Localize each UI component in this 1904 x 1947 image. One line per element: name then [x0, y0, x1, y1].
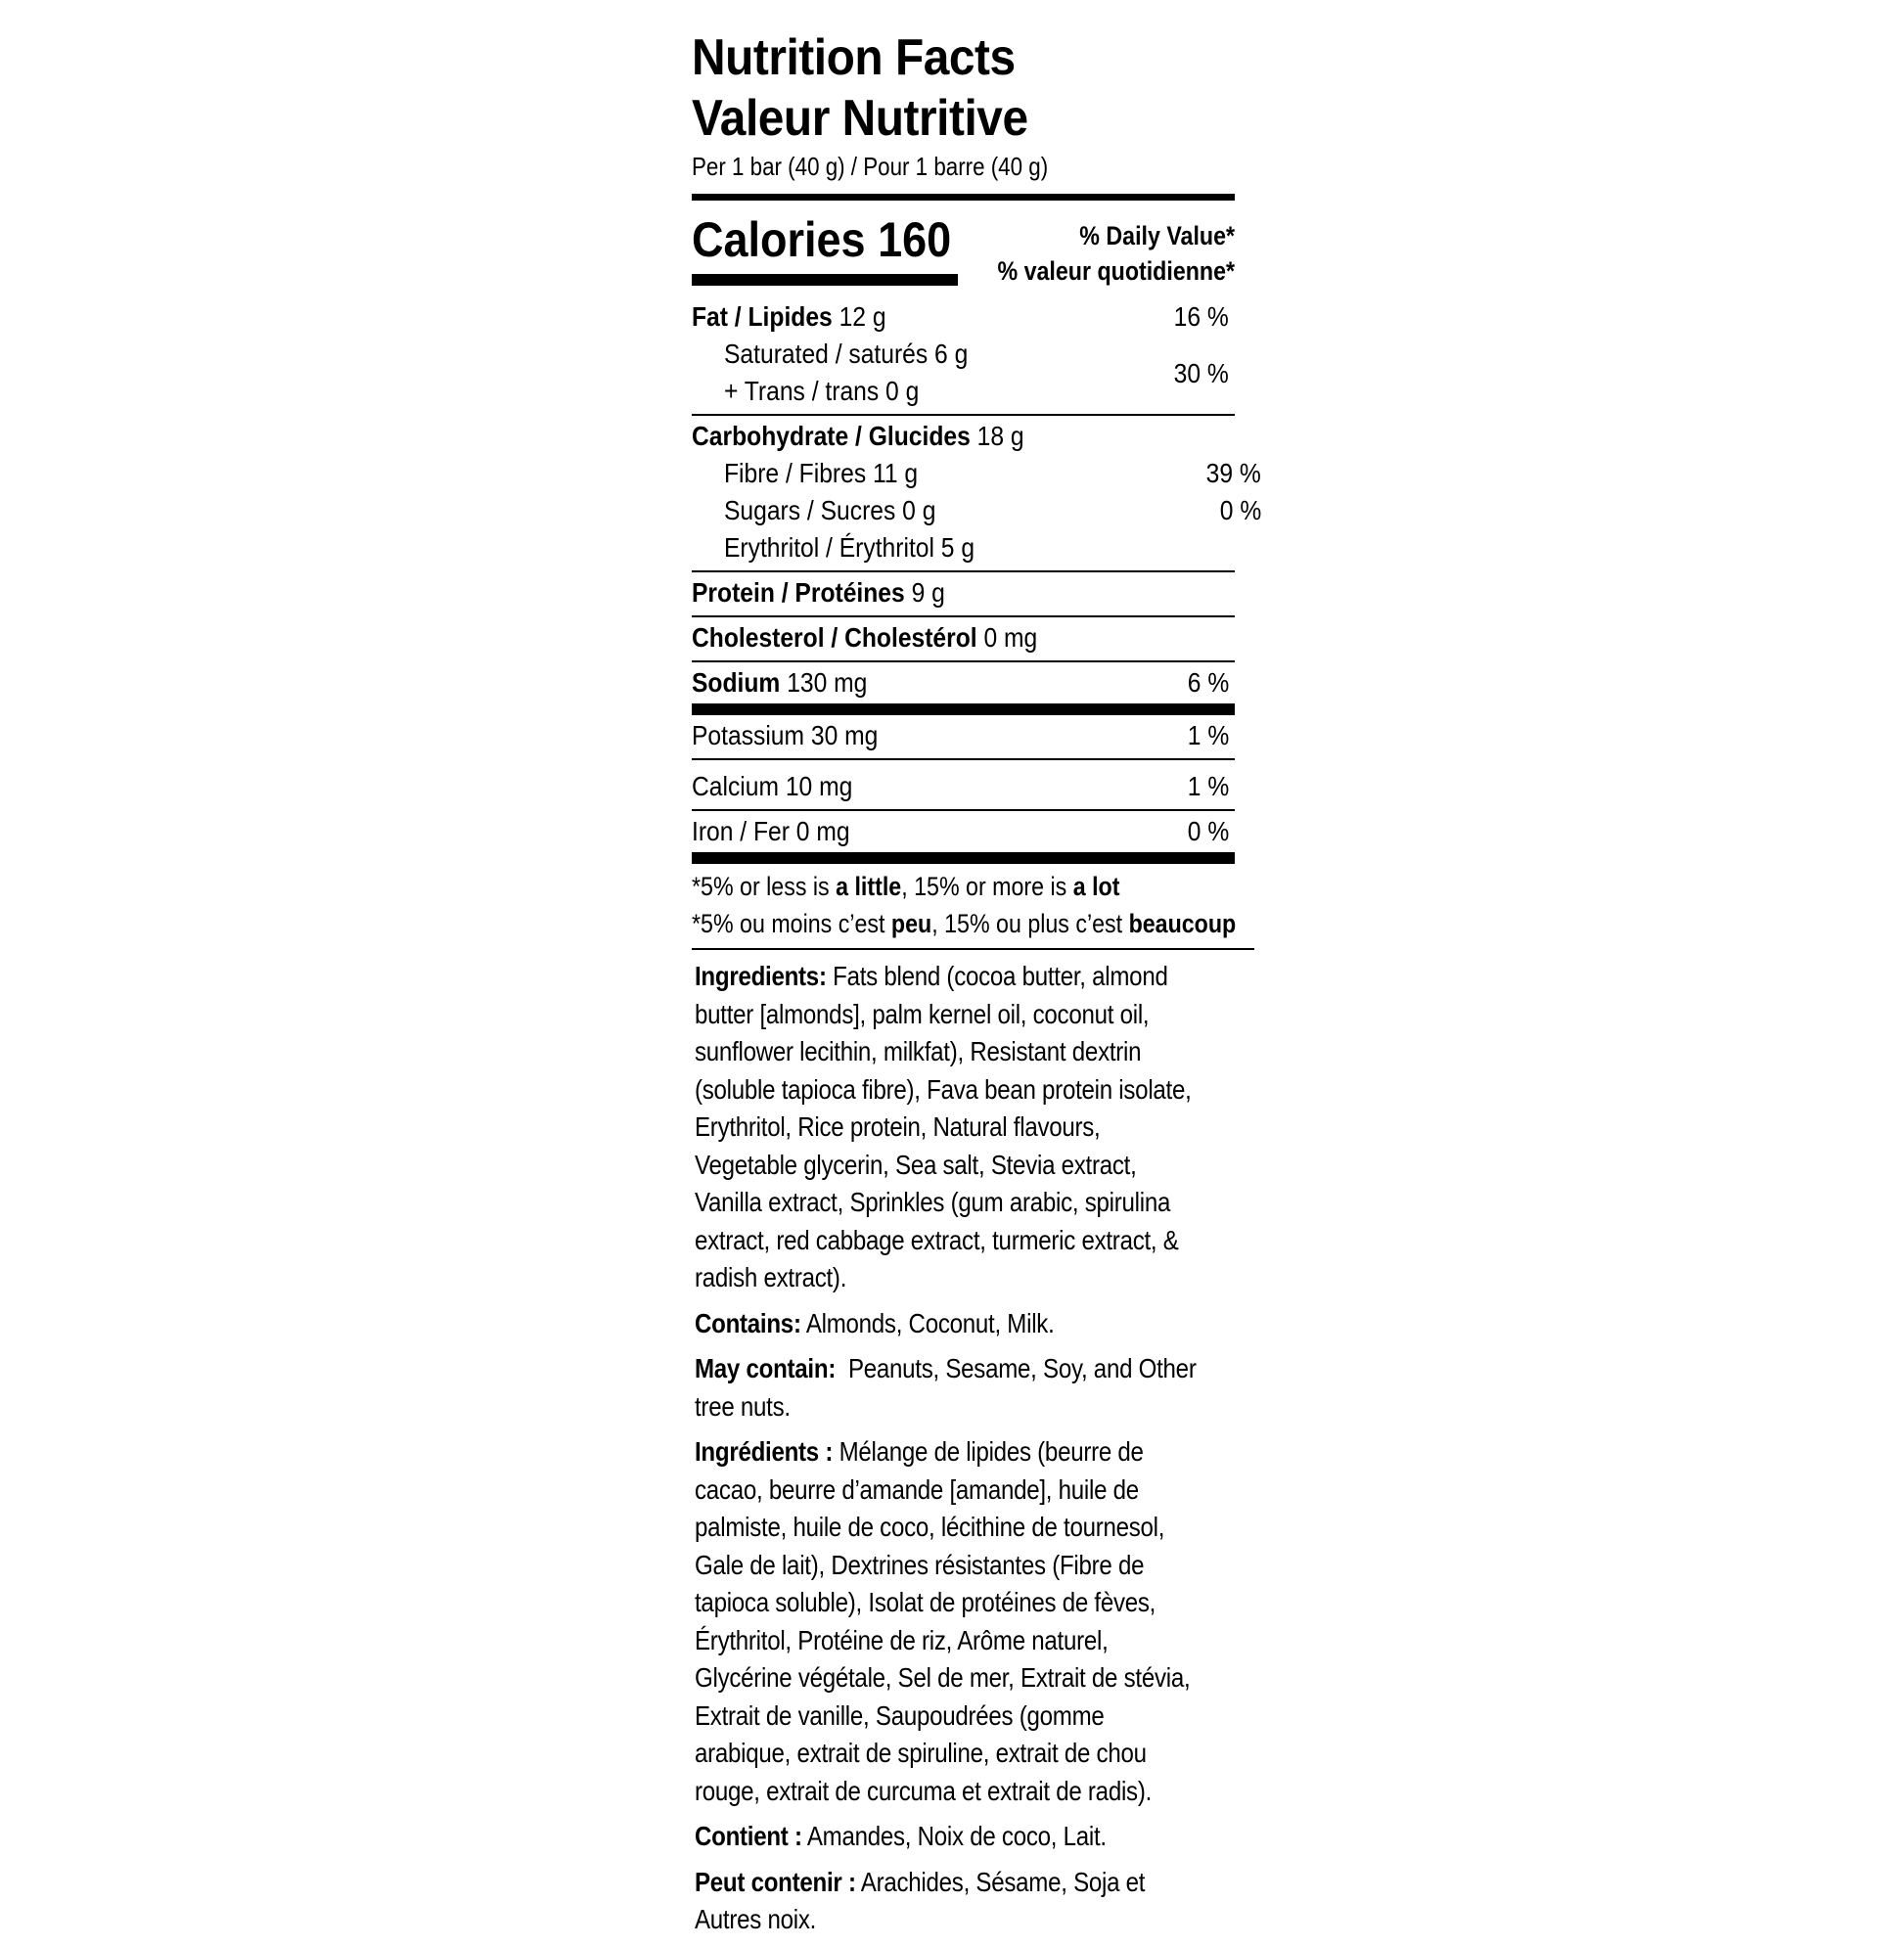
- footnote-emphasis: peu: [890, 909, 932, 938]
- footnote-emphasis: beaucoup: [1128, 909, 1237, 938]
- divider: [692, 414, 1235, 416]
- thick-divider: [692, 852, 1235, 864]
- divider: [692, 660, 1235, 662]
- footnote-text: , 15% or more is: [901, 872, 1073, 901]
- erythritol-amount: Erythritol / Érythritol 5 g: [724, 532, 975, 563]
- ingredients-label: Ingredients:: [695, 961, 827, 991]
- title-english: Nutrition Facts: [692, 29, 1016, 86]
- contains-label: Contient :: [695, 1821, 802, 1851]
- potassium-amount: Potassium 30 mg: [692, 720, 879, 750]
- ingredients-section: [695, 958, 1203, 1939]
- iron-percent: 0 %: [1187, 816, 1229, 846]
- may-contain-text: Peanuts, Sesame, Soy, and Other tree nuts.: [695, 1353, 1203, 1422]
- protein-row: [692, 574, 1235, 611]
- contains-text: Almonds, Coconut, Milk.: [800, 1307, 1055, 1338]
- footnote-text: *5% or less is: [692, 872, 837, 901]
- trans-fat: + Trans / trans 0 g: [724, 376, 920, 406]
- top-rule: [692, 194, 1235, 201]
- fibre-row: [692, 455, 1267, 492]
- nutrition-label: [692, 27, 1261, 1947]
- daily-value-english: % Daily Value*: [1079, 221, 1235, 250]
- may-contain-label: May contain:: [695, 1353, 837, 1383]
- sodium-amount: 130 mg: [787, 667, 868, 698]
- daily-value-french: % valeur quotidienne*: [997, 256, 1235, 286]
- ingredients-english: [695, 958, 1200, 1297]
- ingredients-french: [695, 1433, 1200, 1810]
- cholesterol-label: Cholesterol / Cholestérol: [692, 622, 977, 653]
- potassium-percent: 1 %: [1187, 720, 1229, 750]
- footnote: [692, 868, 1235, 942]
- divider: [692, 570, 1235, 572]
- may-contain-english: [695, 1350, 1203, 1426]
- iron-row: [692, 813, 1235, 850]
- may-contain-text: Arachides, Sésame, Soja et Autres noix.: [695, 1866, 1146, 1934]
- divider: [692, 809, 1235, 811]
- calories-heading: [692, 212, 951, 267]
- sodium-row: [692, 664, 1235, 702]
- fat-percent: 16 %: [1173, 301, 1229, 332]
- ingredients-divider: [692, 948, 1254, 950]
- contains-text: Amandes, Noix de coco, Lait.: [801, 1821, 1107, 1851]
- saturated-trans-group: [692, 336, 1235, 410]
- footnote-english: [692, 868, 1158, 905]
- calories-value: 160: [878, 212, 952, 267]
- ingredients-text: Fats blend (cocoa butter, almond butter [almonds], palm kernel oil, coconut oil, sunflower lecithin, milkfat), Resistant dextrin (soluble tapioca fibre), Fava bean protein isolate, Erythritol, Rice protein, Natural flavours, Vegetable glycerin, Sea salt, Stevia extract, Vanilla extract, Sprinkles (gum arabic, spirulina extract, red cabbage extract, turmeric extract, & radish extract).: [695, 961, 1192, 1292]
- may-contain-french: [695, 1864, 1200, 1939]
- saturated-fat: Saturated / saturés 6 g: [724, 339, 969, 369]
- title-french: Valeur Nutritive: [692, 90, 1028, 147]
- protein-amount: 9 g: [911, 577, 945, 608]
- footnote-emphasis: a little: [836, 872, 902, 901]
- fat-row: [692, 298, 1235, 336]
- sugars-amount: Sugars / Sucres 0 g: [724, 495, 936, 525]
- saturated-trans-percent: 30 %: [1173, 358, 1229, 388]
- divider: [692, 758, 1235, 760]
- footnote-text: , 15% ou plus c’est: [931, 909, 1129, 938]
- ingredients-label: Ingrédients :: [695, 1436, 834, 1467]
- fibre-amount: Fibre / Fibres 11 g: [724, 458, 919, 488]
- divider: [692, 615, 1235, 617]
- calcium-row: [692, 768, 1235, 805]
- contains-english: [695, 1305, 1200, 1343]
- carbohydrate-amount: 18 g: [976, 421, 1024, 451]
- protein-label: Protein / Protéines: [692, 577, 905, 608]
- sodium-label: Sodium: [692, 667, 781, 698]
- contains-french: [695, 1818, 1200, 1856]
- carbohydrate-row: [692, 418, 1235, 455]
- sugars-row: [692, 492, 1267, 529]
- daily-value-heading: [997, 218, 1235, 289]
- potassium-row: [692, 717, 1235, 754]
- cholesterol-row: [692, 619, 1235, 657]
- thick-divider: [692, 703, 1235, 715]
- carbohydrate-label: Carbohydrate / Glucides: [692, 421, 971, 451]
- may-contain-label: Peut contenir :: [695, 1866, 856, 1897]
- fat-label: Fat / Lipides: [692, 301, 833, 332]
- footnote-text: *5% ou moins c’est: [692, 909, 891, 938]
- serving-size: Per 1 bar (40 g) / Pour 1 barre (40 g): [692, 152, 1049, 181]
- cholesterol-amount: 0 mg: [983, 622, 1038, 653]
- iron-amount: Iron / Fer 0 mg: [692, 816, 850, 846]
- fat-amount: 12 g: [839, 301, 886, 332]
- calcium-percent: 1 %: [1187, 771, 1229, 801]
- footnote-emphasis: a lot: [1072, 872, 1120, 901]
- calories-label: Calories: [692, 212, 866, 267]
- sugars-percent: 0 %: [1219, 495, 1261, 525]
- calcium-amount: Calcium 10 mg: [692, 771, 853, 801]
- fibre-percent: 39 %: [1205, 458, 1261, 488]
- calories-underline: [692, 274, 958, 286]
- erythritol-row: [692, 529, 1267, 566]
- sodium-percent: 6 %: [1187, 667, 1229, 698]
- calories-section: [692, 201, 1235, 298]
- contains-label: Contains:: [695, 1307, 801, 1338]
- ingredients-text: Mélange de lipides (beurre de cacao, beurre d’amande [amande], huile de palmiste, huile de coco, lécithine de tournesol, Gale de lait), Dextrines résistantes (Fibre de tapioca soluble), Isolat de protéines de fèves, Érythritol, Protéine de riz, Arôme naturel, Glycérine végétale, Sel de mer, Extrait de stévia, Extrait de vanille, Saupoudrées (gomme arabique, extrait de spiruline, extrait de chou rouge, extrait de curcuma et extrait de radis).: [695, 1436, 1191, 1806]
- footnote-french: [692, 905, 1237, 942]
